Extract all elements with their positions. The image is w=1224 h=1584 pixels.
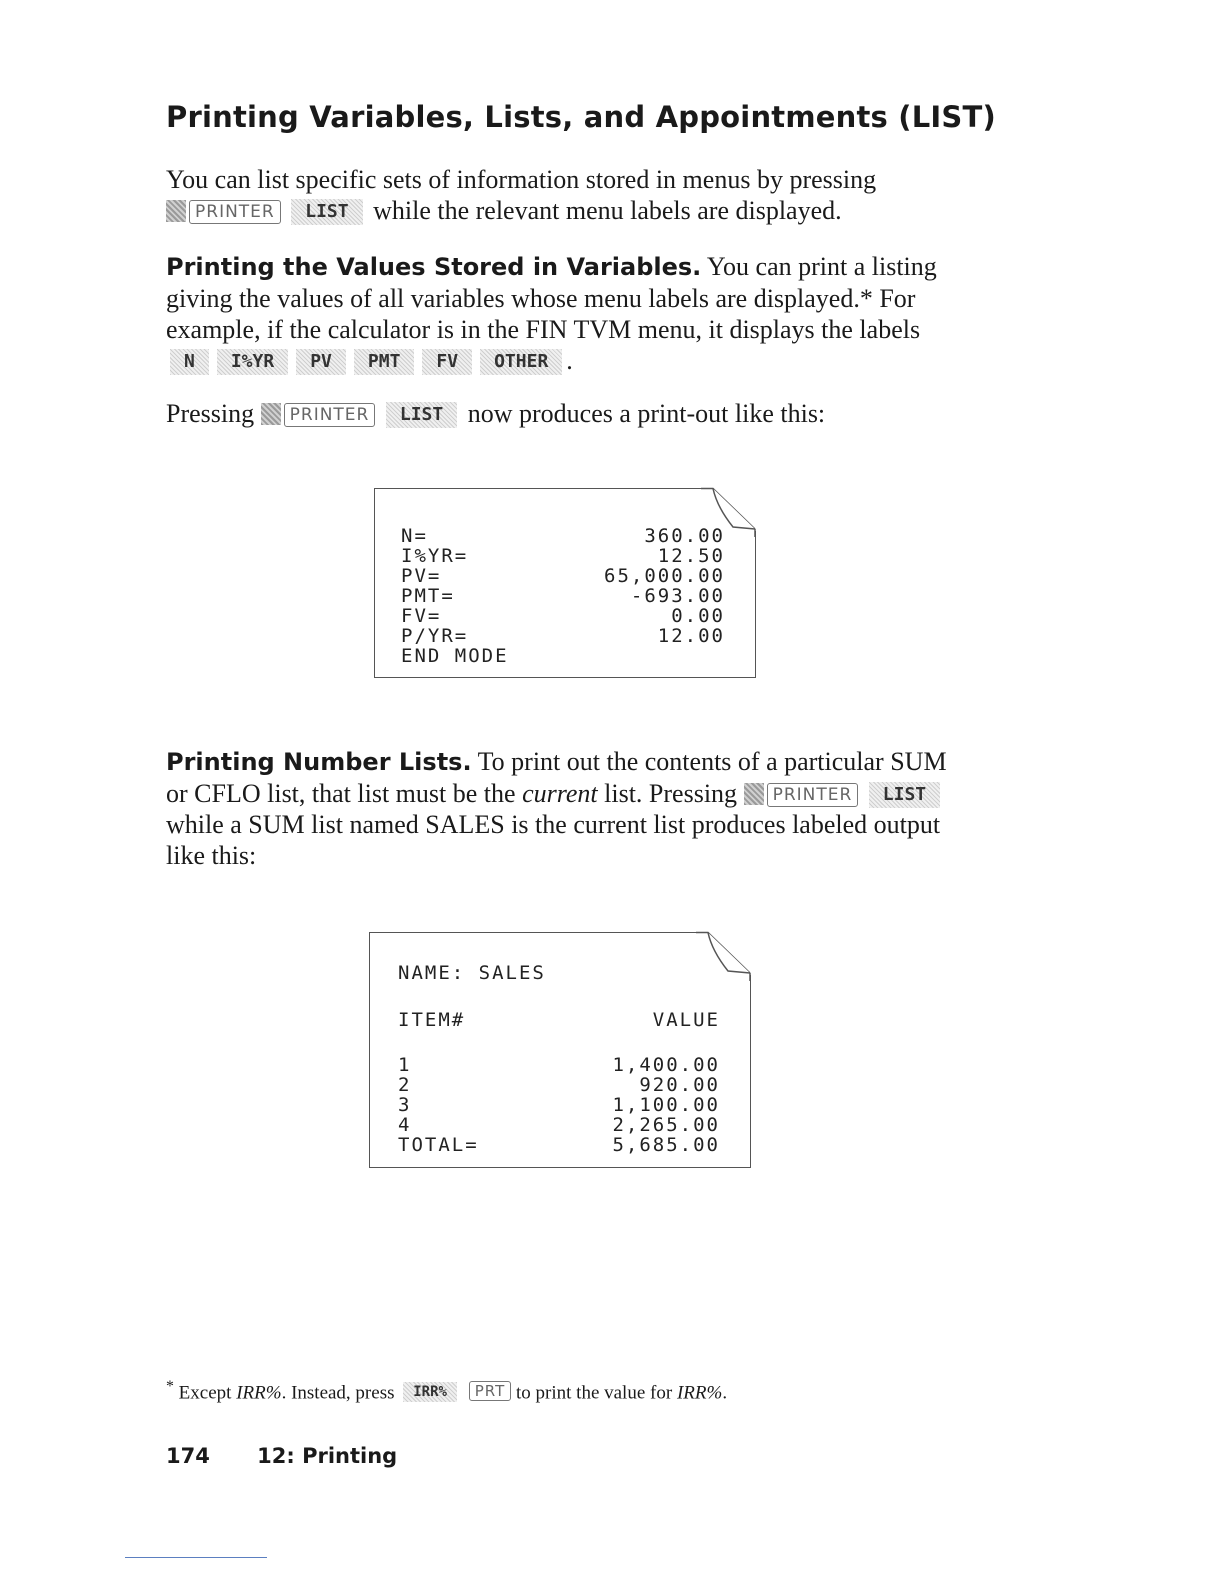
footnote-mid: . Instead, press	[281, 1382, 395, 1404]
page-curl-icon	[682, 931, 752, 981]
current-emphasis: current	[522, 779, 598, 808]
shift-key-icon	[744, 783, 764, 805]
printer-key: PRINTER	[189, 200, 281, 224]
printout-label: P/YR=	[401, 625, 469, 647]
number-lists-text2: list. Pressing	[604, 779, 738, 808]
menu-label-fv: FV	[422, 349, 472, 375]
list-value: 920.00	[639, 1074, 720, 1096]
list-item: 3	[398, 1094, 412, 1116]
number-lists-after: while a SUM list named SALES is the current list produces labeled output like this:	[166, 810, 941, 870]
pressing-paragraph	[166, 398, 966, 429]
footnote-end: .	[722, 1382, 728, 1404]
list-item: 2	[398, 1074, 412, 1096]
printout-value: 65,000.00	[604, 565, 725, 587]
footnote-irr-1: IRR%	[236, 1382, 282, 1404]
variables-paragraph	[166, 251, 966, 376]
intro-paragraph	[166, 164, 966, 226]
prt-key: PRT	[469, 1381, 512, 1401]
variables-text: You can print a listing giving the values of all variables whose menu labels are displayed.* For example, if the calculator is in the FIN TVM menu, it displays the labels	[166, 252, 937, 344]
pressing-after: now produces a print-out like this:	[467, 399, 826, 428]
printout-sum-list	[369, 932, 751, 1168]
printout-value: 0.00	[671, 605, 725, 627]
list-total-label: TOTAL=	[398, 1134, 479, 1156]
list-value: 2,265.00	[612, 1114, 720, 1136]
list-softkey: LIST	[869, 782, 940, 808]
bottom-divider	[125, 1557, 267, 1558]
list-item: 1	[398, 1054, 412, 1076]
list-softkey: LIST	[291, 199, 362, 225]
number-lists-text: To print out the contents of a particular SUM or CFLO list, that list must be the	[166, 747, 947, 808]
number-lists-lead: Printing Number Lists.	[166, 748, 472, 776]
list-name-line: NAME: SALES	[398, 962, 546, 984]
printer-key: PRINTER	[284, 403, 376, 427]
page-number: 174	[166, 1444, 210, 1468]
printout-label: PV=	[401, 565, 442, 587]
footnote-mark: *	[166, 1378, 174, 1395]
page-footer	[166, 1444, 437, 1468]
intro-text-after: while the relevant menu labels are displayed.	[373, 196, 842, 225]
number-lists-paragraph	[166, 746, 956, 871]
labels-period: .	[566, 346, 573, 375]
page-title: Printing Variables, Lists, and Appointments (LIST)	[166, 100, 996, 134]
page-curl-icon	[687, 487, 757, 537]
shift-key-icon	[261, 403, 281, 425]
irr-softkey: IRR%	[403, 1382, 457, 1402]
printout-value: 12.50	[657, 545, 725, 567]
menu-label-pv: PV	[296, 349, 346, 375]
header-item: ITEM#	[398, 1009, 466, 1031]
footnote-before: Except	[178, 1382, 232, 1404]
printout-label: I%YR=	[401, 545, 469, 567]
shift-key-icon	[166, 200, 186, 222]
menu-label-pmt: PMT	[354, 349, 415, 375]
header-value: VALUE	[652, 1009, 720, 1031]
printout-variables	[374, 488, 756, 678]
intro-text-before: You can list specific sets of information stored in menus by pressing	[166, 165, 877, 194]
list-value: 1,400.00	[612, 1054, 720, 1076]
menu-label-other: OTHER	[480, 349, 562, 375]
printout-label: PMT=	[401, 585, 455, 607]
list-item: 4	[398, 1114, 412, 1136]
list-total-value: 5,685.00	[612, 1134, 720, 1156]
printout-label: FV=	[401, 605, 442, 627]
printout-value: 360.00	[644, 525, 725, 547]
printout-value: 12.00	[657, 625, 725, 647]
printer-key: PRINTER	[767, 783, 859, 807]
footnote-after: to print the value for	[516, 1382, 673, 1404]
footnote-irr-2: IRR%	[676, 1382, 723, 1404]
printout-label: END MODE	[401, 645, 509, 667]
pressing-before: Pressing	[166, 399, 255, 428]
menu-label-n: N	[170, 349, 209, 375]
footnote	[166, 1378, 727, 1404]
chapter-title: 12: Printing	[257, 1444, 398, 1468]
list-softkey: LIST	[386, 402, 457, 428]
printout-value: -693.00	[630, 585, 725, 607]
printout-label: N=	[401, 525, 428, 547]
list-value: 1,100.00	[612, 1094, 720, 1116]
menu-label-i-yr: I%YR	[217, 349, 288, 375]
variables-lead: Printing the Values Stored in Variables.	[166, 253, 702, 281]
